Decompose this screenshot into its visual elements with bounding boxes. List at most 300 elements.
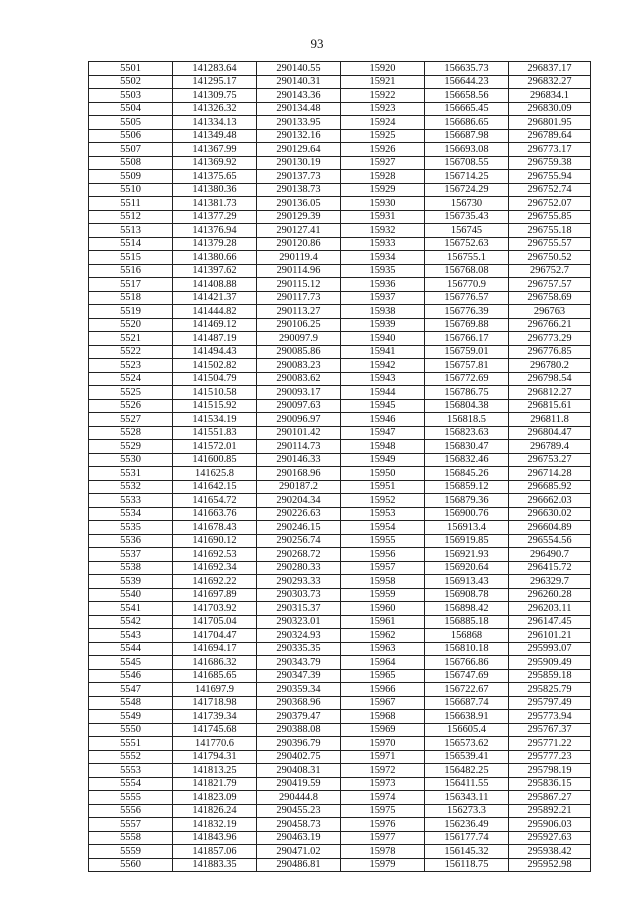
point-number-a-cell: 5547: [89, 683, 173, 697]
x-coordinate-a-cell: 141381.73: [173, 197, 257, 211]
y-coordinate-b-cell: 296758.69: [509, 291, 591, 305]
y-coordinate-a-cell: 290486.81: [257, 858, 341, 872]
point-number-b-cell: 15935: [341, 264, 425, 278]
x-coordinate-a-cell: 141718.98: [173, 696, 257, 710]
x-coordinate-b-cell: 156573.62: [425, 737, 509, 751]
x-coordinate-b-cell: 156913.43: [425, 575, 509, 589]
x-coordinate-b-cell: 156539.41: [425, 750, 509, 764]
y-coordinate-a-cell: 290335.35: [257, 642, 341, 656]
table-row: [89, 413, 591, 427]
y-coordinate-b-cell: 295777.23: [509, 750, 591, 764]
table-row: [89, 251, 591, 265]
point-number-b-cell: 15940: [341, 332, 425, 346]
point-number-a-cell: 5527: [89, 413, 173, 427]
point-number-b-cell: 15966: [341, 683, 425, 697]
table-row: [89, 399, 591, 413]
y-coordinate-b-cell: 296834.1: [509, 89, 591, 103]
x-coordinate-b-cell: 156919.85: [425, 534, 509, 548]
y-coordinate-a-cell: 290129.39: [257, 210, 341, 224]
y-coordinate-a-cell: 290408.31: [257, 764, 341, 778]
y-coordinate-a-cell: 290268.72: [257, 548, 341, 562]
point-number-b-cell: 15937: [341, 291, 425, 305]
y-coordinate-a-cell: 290324.93: [257, 629, 341, 643]
point-number-b-cell: 15950: [341, 467, 425, 481]
x-coordinate-a-cell: 141678.43: [173, 521, 257, 535]
y-coordinate-a-cell: 290117.73: [257, 291, 341, 305]
table-row: [89, 683, 591, 697]
point-number-a-cell: 5528: [89, 426, 173, 440]
y-coordinate-a-cell: 290101.42: [257, 426, 341, 440]
table-row: [89, 737, 591, 751]
x-coordinate-a-cell: 141551.83: [173, 426, 257, 440]
table-row: [89, 764, 591, 778]
x-coordinate-a-cell: 141832.19: [173, 818, 257, 832]
y-coordinate-a-cell: 290246.15: [257, 521, 341, 535]
y-coordinate-a-cell: 290315.37: [257, 602, 341, 616]
y-coordinate-a-cell: 290379.47: [257, 710, 341, 724]
y-coordinate-b-cell: 295797.49: [509, 696, 591, 710]
x-coordinate-b-cell: 156644.23: [425, 75, 509, 89]
x-coordinate-b-cell: 156786.75: [425, 386, 509, 400]
x-coordinate-b-cell: 156804.38: [425, 399, 509, 413]
y-coordinate-b-cell: 295825.79: [509, 683, 591, 697]
point-number-a-cell: 5557: [89, 818, 173, 832]
table-row: [89, 629, 591, 643]
point-number-b-cell: 15968: [341, 710, 425, 724]
x-coordinate-b-cell: 156766.17: [425, 332, 509, 346]
table-row: [89, 143, 591, 157]
y-coordinate-b-cell: 296147.45: [509, 615, 591, 629]
point-number-b-cell: 15965: [341, 669, 425, 683]
table-row: [89, 845, 591, 859]
point-number-b-cell: 15962: [341, 629, 425, 643]
x-coordinate-a-cell: 141705.04: [173, 615, 257, 629]
x-coordinate-b-cell: 156818.5: [425, 413, 509, 427]
x-coordinate-b-cell: 156638.91: [425, 710, 509, 724]
x-coordinate-b-cell: 156752.63: [425, 237, 509, 251]
x-coordinate-a-cell: 141663.76: [173, 507, 257, 521]
point-number-a-cell: 5502: [89, 75, 173, 89]
x-coordinate-a-cell: 141494.43: [173, 345, 257, 359]
table-row: [89, 210, 591, 224]
page-number: 93: [310, 36, 324, 51]
point-number-a-cell: 5507: [89, 143, 173, 157]
y-coordinate-a-cell: 290226.63: [257, 507, 341, 521]
point-number-a-cell: 5559: [89, 845, 173, 859]
point-number-a-cell: 5524: [89, 372, 173, 386]
point-number-a-cell: 5545: [89, 656, 173, 670]
point-number-b-cell: 15963: [341, 642, 425, 656]
y-coordinate-a-cell: 290129.64: [257, 143, 341, 157]
y-coordinate-b-cell: 296773.29: [509, 332, 591, 346]
x-coordinate-a-cell: 141469.12: [173, 318, 257, 332]
point-number-a-cell: 5531: [89, 467, 173, 481]
table-row: [89, 480, 591, 494]
point-number-a-cell: 5537: [89, 548, 173, 562]
x-coordinate-b-cell: 156766.86: [425, 656, 509, 670]
y-coordinate-a-cell: 290463.19: [257, 831, 341, 845]
table-row: [89, 534, 591, 548]
point-number-a-cell: 5560: [89, 858, 173, 872]
table-row: [89, 264, 591, 278]
point-number-b-cell: 15952: [341, 494, 425, 508]
x-coordinate-a-cell: 141692.53: [173, 548, 257, 562]
point-number-b-cell: 15946: [341, 413, 425, 427]
y-coordinate-a-cell: 290455.23: [257, 804, 341, 818]
y-coordinate-b-cell: 296755.18: [509, 224, 591, 238]
point-number-a-cell: 5529: [89, 440, 173, 454]
x-coordinate-b-cell: 156868: [425, 629, 509, 643]
point-number-a-cell: 5550: [89, 723, 173, 737]
table-row: [89, 804, 591, 818]
x-coordinate-b-cell: 156900.76: [425, 507, 509, 521]
point-number-b-cell: 15958: [341, 575, 425, 589]
table-row: [89, 386, 591, 400]
point-number-b-cell: 15939: [341, 318, 425, 332]
point-number-a-cell: 5552: [89, 750, 173, 764]
point-number-b-cell: 15927: [341, 156, 425, 170]
x-coordinate-b-cell: 156759.01: [425, 345, 509, 359]
x-coordinate-b-cell: 156658.56: [425, 89, 509, 103]
point-number-b-cell: 15936: [341, 278, 425, 292]
x-coordinate-b-cell: 156772.69: [425, 372, 509, 386]
x-coordinate-a-cell: 141843.96: [173, 831, 257, 845]
x-coordinate-b-cell: 156832.46: [425, 453, 509, 467]
y-coordinate-b-cell: 296789.4: [509, 440, 591, 454]
x-coordinate-b-cell: 156722.67: [425, 683, 509, 697]
table-row: [89, 588, 591, 602]
table-row: [89, 507, 591, 521]
point-number-a-cell: 5555: [89, 791, 173, 805]
point-number-a-cell: 5504: [89, 102, 173, 116]
x-coordinate-b-cell: 156913.4: [425, 521, 509, 535]
point-number-a-cell: 5543: [89, 629, 173, 643]
x-coordinate-b-cell: 156757.81: [425, 359, 509, 373]
point-number-a-cell: 5506: [89, 129, 173, 143]
point-number-b-cell: 15954: [341, 521, 425, 535]
point-number-b-cell: 15928: [341, 170, 425, 184]
x-coordinate-a-cell: 141379.28: [173, 237, 257, 251]
y-coordinate-a-cell: 290140.55: [257, 62, 341, 76]
y-coordinate-b-cell: 296260.28: [509, 588, 591, 602]
x-coordinate-b-cell: 156118.75: [425, 858, 509, 872]
table-row: [89, 858, 591, 872]
point-number-b-cell: 15941: [341, 345, 425, 359]
x-coordinate-a-cell: 141487.19: [173, 332, 257, 346]
y-coordinate-b-cell: 296604.89: [509, 521, 591, 535]
point-number-a-cell: 5551: [89, 737, 173, 751]
y-coordinate-a-cell: 290168.96: [257, 467, 341, 481]
y-coordinate-b-cell: 296752.7: [509, 264, 591, 278]
table-row: [89, 372, 591, 386]
point-number-b-cell: 15925: [341, 129, 425, 143]
point-number-a-cell: 5522: [89, 345, 173, 359]
y-coordinate-b-cell: 296662.03: [509, 494, 591, 508]
y-coordinate-b-cell: 296714.28: [509, 467, 591, 481]
point-number-b-cell: 15960: [341, 602, 425, 616]
table-row: [89, 345, 591, 359]
point-number-a-cell: 5511: [89, 197, 173, 211]
point-number-b-cell: 15920: [341, 62, 425, 76]
y-coordinate-a-cell: 290093.17: [257, 386, 341, 400]
y-coordinate-a-cell: 290187.2: [257, 480, 341, 494]
y-coordinate-b-cell: 295767.37: [509, 723, 591, 737]
y-coordinate-b-cell: 295927.63: [509, 831, 591, 845]
table-row: [89, 183, 591, 197]
point-number-b-cell: 15975: [341, 804, 425, 818]
y-coordinate-a-cell: 290419.59: [257, 777, 341, 791]
x-coordinate-a-cell: 141380.36: [173, 183, 257, 197]
point-number-a-cell: 5553: [89, 764, 173, 778]
table-row: [89, 278, 591, 292]
y-coordinate-a-cell: 290347.39: [257, 669, 341, 683]
x-coordinate-a-cell: 141883.35: [173, 858, 257, 872]
x-coordinate-b-cell: 156730: [425, 197, 509, 211]
y-coordinate-a-cell: 290096.97: [257, 413, 341, 427]
x-coordinate-b-cell: 156921.93: [425, 548, 509, 562]
y-coordinate-a-cell: 290303.73: [257, 588, 341, 602]
x-coordinate-a-cell: 141283.64: [173, 62, 257, 76]
point-number-a-cell: 5535: [89, 521, 173, 535]
table-row: [89, 237, 591, 251]
point-number-b-cell: 15967: [341, 696, 425, 710]
point-number-b-cell: 15933: [341, 237, 425, 251]
x-coordinate-a-cell: 141367.99: [173, 143, 257, 157]
point-number-b-cell: 15931: [341, 210, 425, 224]
point-number-a-cell: 5540: [89, 588, 173, 602]
y-coordinate-a-cell: 290083.62: [257, 372, 341, 386]
point-number-a-cell: 5532: [89, 480, 173, 494]
table-row: [89, 332, 591, 346]
table-row: [89, 75, 591, 89]
y-coordinate-b-cell: 296798.54: [509, 372, 591, 386]
y-coordinate-a-cell: 290343.79: [257, 656, 341, 670]
point-number-a-cell: 5508: [89, 156, 173, 170]
point-number-a-cell: 5534: [89, 507, 173, 521]
y-coordinate-a-cell: 290085.86: [257, 345, 341, 359]
y-coordinate-b-cell: 295938.42: [509, 845, 591, 859]
point-number-a-cell: 5526: [89, 399, 173, 413]
x-coordinate-b-cell: 156714.25: [425, 170, 509, 184]
x-coordinate-a-cell: 141745.68: [173, 723, 257, 737]
table-row: [89, 710, 591, 724]
y-coordinate-a-cell: 290359.34: [257, 683, 341, 697]
y-coordinate-b-cell: 296776.85: [509, 345, 591, 359]
point-number-a-cell: 5505: [89, 116, 173, 130]
y-coordinate-b-cell: 296766.21: [509, 318, 591, 332]
x-coordinate-b-cell: 156830.47: [425, 440, 509, 454]
table-row: [89, 548, 591, 562]
point-number-b-cell: 15957: [341, 561, 425, 575]
x-coordinate-a-cell: 141515.92: [173, 399, 257, 413]
y-coordinate-b-cell: 295836.15: [509, 777, 591, 791]
y-coordinate-b-cell: 295773.94: [509, 710, 591, 724]
x-coordinate-a-cell: 141692.34: [173, 561, 257, 575]
y-coordinate-b-cell: 295867.27: [509, 791, 591, 805]
y-coordinate-a-cell: 290114.96: [257, 264, 341, 278]
y-coordinate-a-cell: 290396.79: [257, 737, 341, 751]
x-coordinate-b-cell: 156687.74: [425, 696, 509, 710]
y-coordinate-a-cell: 290140.31: [257, 75, 341, 89]
x-coordinate-a-cell: 141813.25: [173, 764, 257, 778]
y-coordinate-b-cell: 296832.27: [509, 75, 591, 89]
x-coordinate-b-cell: 156823.63: [425, 426, 509, 440]
table-row: [89, 575, 591, 589]
y-coordinate-b-cell: 296554.56: [509, 534, 591, 548]
point-number-b-cell: 15923: [341, 102, 425, 116]
table-row: [89, 129, 591, 143]
x-coordinate-a-cell: 141309.75: [173, 89, 257, 103]
table-row: [89, 440, 591, 454]
x-coordinate-b-cell: 156810.18: [425, 642, 509, 656]
coordinates-table-body: [89, 62, 591, 872]
y-coordinate-b-cell: 296812.27: [509, 386, 591, 400]
point-number-a-cell: 5536: [89, 534, 173, 548]
x-coordinate-a-cell: 141504.79: [173, 372, 257, 386]
x-coordinate-b-cell: 156145.32: [425, 845, 509, 859]
x-coordinate-a-cell: 141625.8: [173, 467, 257, 481]
point-number-a-cell: 5520: [89, 318, 173, 332]
point-number-a-cell: 5541: [89, 602, 173, 616]
x-coordinate-a-cell: 141349.48: [173, 129, 257, 143]
x-coordinate-a-cell: 141397.62: [173, 264, 257, 278]
y-coordinate-a-cell: 290471.02: [257, 845, 341, 859]
x-coordinate-a-cell: 141380.66: [173, 251, 257, 265]
point-number-b-cell: 15926: [341, 143, 425, 157]
x-coordinate-b-cell: 156745: [425, 224, 509, 238]
x-coordinate-a-cell: 141823.09: [173, 791, 257, 805]
point-number-a-cell: 5525: [89, 386, 173, 400]
x-coordinate-a-cell: 141408.88: [173, 278, 257, 292]
x-coordinate-a-cell: 141642.15: [173, 480, 257, 494]
x-coordinate-a-cell: 141690.12: [173, 534, 257, 548]
point-number-a-cell: 5515: [89, 251, 173, 265]
y-coordinate-a-cell: 290204.34: [257, 494, 341, 508]
table-row: [89, 359, 591, 373]
x-coordinate-a-cell: 141686.32: [173, 656, 257, 670]
y-coordinate-b-cell: 295798.19: [509, 764, 591, 778]
y-coordinate-a-cell: 290097.63: [257, 399, 341, 413]
point-number-b-cell: 15969: [341, 723, 425, 737]
y-coordinate-a-cell: 290120.86: [257, 237, 341, 251]
x-coordinate-a-cell: 141692.22: [173, 575, 257, 589]
x-coordinate-a-cell: 141685.65: [173, 669, 257, 683]
point-number-b-cell: 15921: [341, 75, 425, 89]
table-row: [89, 291, 591, 305]
point-number-b-cell: 15971: [341, 750, 425, 764]
y-coordinate-a-cell: 290143.36: [257, 89, 341, 103]
y-coordinate-a-cell: 290132.16: [257, 129, 341, 143]
x-coordinate-a-cell: 141697.89: [173, 588, 257, 602]
x-coordinate-b-cell: 156665.45: [425, 102, 509, 116]
y-coordinate-b-cell: 296789.64: [509, 129, 591, 143]
x-coordinate-b-cell: 156776.39: [425, 305, 509, 319]
y-coordinate-a-cell: 290115.12: [257, 278, 341, 292]
x-coordinate-b-cell: 156885.18: [425, 615, 509, 629]
x-coordinate-b-cell: 156908.78: [425, 588, 509, 602]
point-number-b-cell: 15938: [341, 305, 425, 319]
x-coordinate-b-cell: 156635.73: [425, 62, 509, 76]
y-coordinate-b-cell: 296773.17: [509, 143, 591, 157]
x-coordinate-b-cell: 156177.74: [425, 831, 509, 845]
x-coordinate-a-cell: 141704.47: [173, 629, 257, 643]
point-number-a-cell: 5503: [89, 89, 173, 103]
point-number-b-cell: 15945: [341, 399, 425, 413]
x-coordinate-b-cell: 156411.55: [425, 777, 509, 791]
point-number-b-cell: 15942: [341, 359, 425, 373]
x-coordinate-b-cell: 156687.98: [425, 129, 509, 143]
table-row: [89, 318, 591, 332]
table-row: [89, 170, 591, 184]
y-coordinate-b-cell: 296815.61: [509, 399, 591, 413]
x-coordinate-b-cell: 156776.57: [425, 291, 509, 305]
table-row: [89, 723, 591, 737]
y-coordinate-a-cell: 290106.25: [257, 318, 341, 332]
point-number-a-cell: 5512: [89, 210, 173, 224]
point-number-a-cell: 5548: [89, 696, 173, 710]
point-number-a-cell: 5514: [89, 237, 173, 251]
point-number-a-cell: 5513: [89, 224, 173, 238]
y-coordinate-b-cell: 296757.57: [509, 278, 591, 292]
point-number-a-cell: 5509: [89, 170, 173, 184]
y-coordinate-b-cell: 296801.95: [509, 116, 591, 130]
x-coordinate-b-cell: 156747.69: [425, 669, 509, 683]
x-coordinate-a-cell: 141857.06: [173, 845, 257, 859]
y-coordinate-a-cell: 290127.41: [257, 224, 341, 238]
y-coordinate-b-cell: 295906.03: [509, 818, 591, 832]
y-coordinate-a-cell: 290113.27: [257, 305, 341, 319]
table-row: [89, 521, 591, 535]
table-row: [89, 305, 591, 319]
point-number-a-cell: 5519: [89, 305, 173, 319]
y-coordinate-a-cell: 290444.8: [257, 791, 341, 805]
y-coordinate-a-cell: 290256.74: [257, 534, 341, 548]
table-row: [89, 615, 591, 629]
y-coordinate-a-cell: 290097.9: [257, 332, 341, 346]
point-number-a-cell: 5533: [89, 494, 173, 508]
x-coordinate-a-cell: 141444.82: [173, 305, 257, 319]
x-coordinate-b-cell: 156686.65: [425, 116, 509, 130]
x-coordinate-b-cell: 156920.64: [425, 561, 509, 575]
x-coordinate-a-cell: 141703.92: [173, 602, 257, 616]
point-number-a-cell: 5523: [89, 359, 173, 373]
point-number-b-cell: 15970: [341, 737, 425, 751]
y-coordinate-b-cell: 296755.85: [509, 210, 591, 224]
table-row: [89, 116, 591, 130]
x-coordinate-b-cell: 156768.08: [425, 264, 509, 278]
point-number-a-cell: 5521: [89, 332, 173, 346]
y-coordinate-a-cell: 290083.23: [257, 359, 341, 373]
y-coordinate-b-cell: 295909.49: [509, 656, 591, 670]
x-coordinate-a-cell: 141534.19: [173, 413, 257, 427]
y-coordinate-b-cell: 296780.2: [509, 359, 591, 373]
x-coordinate-a-cell: 141572.01: [173, 440, 257, 454]
x-coordinate-a-cell: 141826.24: [173, 804, 257, 818]
y-coordinate-a-cell: 290323.01: [257, 615, 341, 629]
y-coordinate-b-cell: 296752.74: [509, 183, 591, 197]
x-coordinate-b-cell: 156879.36: [425, 494, 509, 508]
x-coordinate-a-cell: 141821.79: [173, 777, 257, 791]
y-coordinate-b-cell: 296837.17: [509, 62, 591, 76]
y-coordinate-a-cell: 290136.05: [257, 197, 341, 211]
x-coordinate-b-cell: 156769.88: [425, 318, 509, 332]
point-number-b-cell: 15948: [341, 440, 425, 454]
point-number-b-cell: 15976: [341, 818, 425, 832]
x-coordinate-a-cell: 141421.37: [173, 291, 257, 305]
y-coordinate-a-cell: 290293.33: [257, 575, 341, 589]
x-coordinate-b-cell: 156859.12: [425, 480, 509, 494]
x-coordinate-a-cell: 141794.31: [173, 750, 257, 764]
